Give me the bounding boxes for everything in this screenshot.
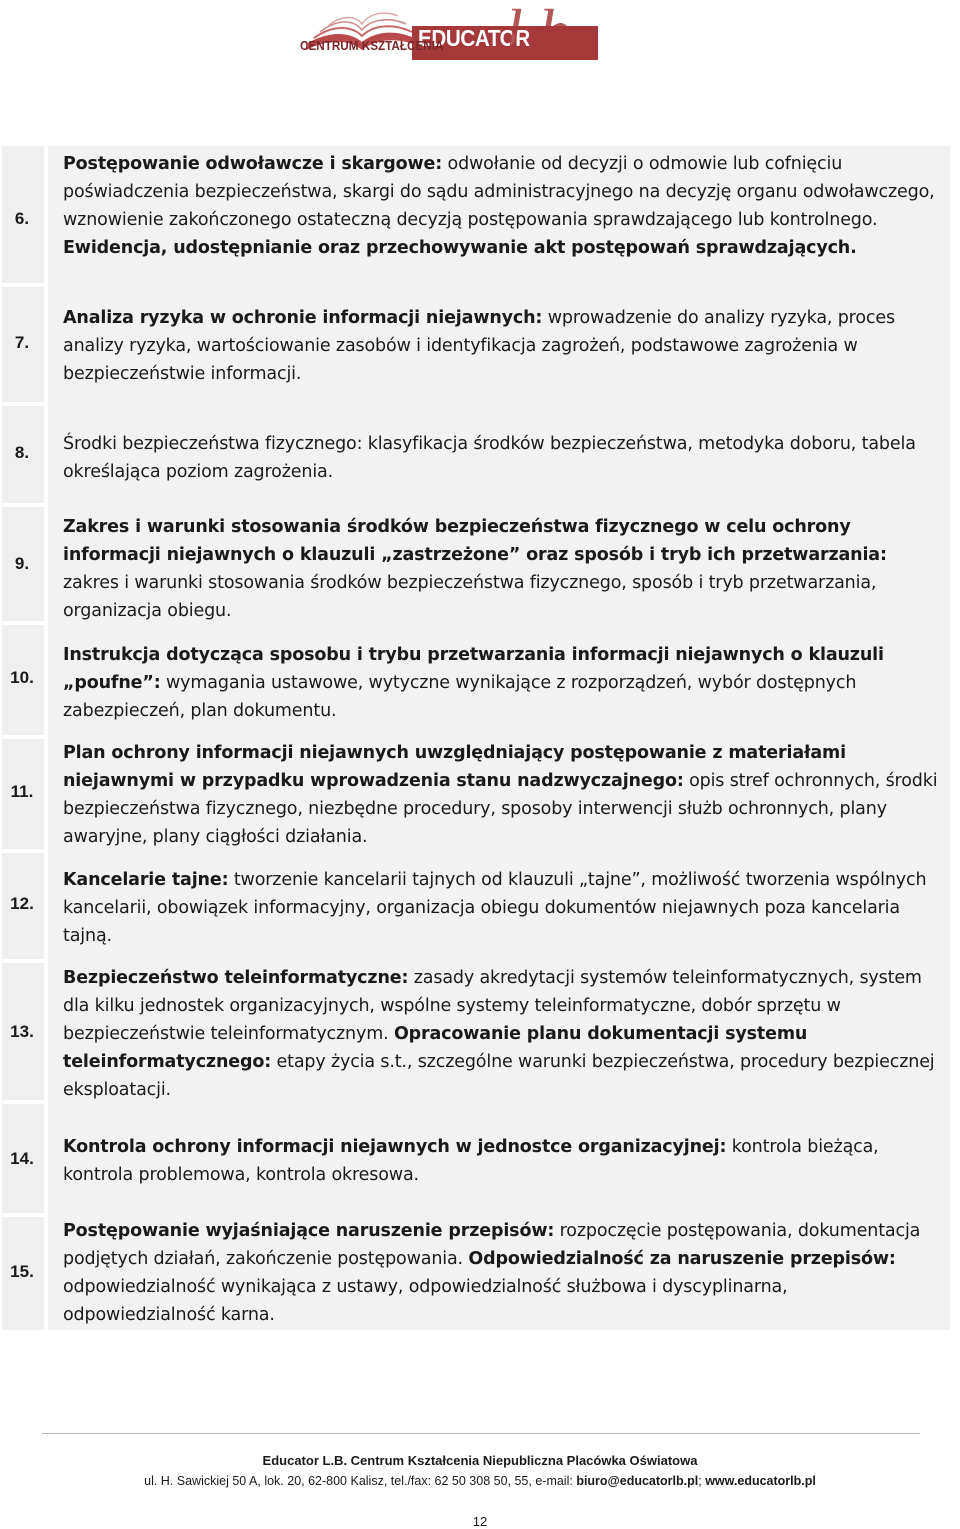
item-text: [63, 430, 941, 486]
logo-script-lb: l.b.: [505, 0, 587, 67]
educator-logo: [300, 0, 600, 80]
logo-subtitle: CENTRUM KSZTAŁCENIA: [300, 38, 444, 53]
item-number: 11.: [10, 782, 34, 801]
row-separator: [2, 503, 44, 507]
footer-email-link[interactable]: biuro@educatorlb.pl: [576, 1474, 699, 1488]
item-heading-text: Opracowanie planu dokumentacji systemu teleinformatycznego:: [63, 1024, 808, 1072]
item-body-text: rozpoczęcie postępowania, dokumentacja podjętych działań, zakończenie postępowania.: [63, 1221, 921, 1269]
item-body-text: tworzenie kancelarii tajnych od klauzuli „tajne”, możliwość tworzenia wspólnych kancelarii, obowiązek informacyjny, organizacja obiegu dokumentów niejawnych poza kancelaria tajną.: [63, 870, 927, 946]
row-separator: [2, 283, 44, 287]
item-body-text: odwołanie od decyzji o odmowie lub cofnięciu poświadczenia bezpieczeństwa, skargi do sądu administracyjnego na decyzję organu odwoławczego, wznowienie zakończonego ostateczną decyzją postępowania sprawdzającego lub kontrolnego.: [63, 154, 935, 230]
item-number: 6.: [14, 209, 30, 228]
footer-contact: [0, 1474, 960, 1488]
item-text: [63, 964, 941, 1104]
item-number: 12.: [10, 894, 34, 913]
item-text: [63, 866, 941, 950]
item-body-text: wprowadzenie do analizy ryzyka, proces analizy ryzyka, wartościowanie zasobów i identyfikacja zagrożeń, podstawowe zagrożenia w bezpieczeństwie informacji.: [63, 308, 895, 384]
item-heading-text: Bezpieczeństwo teleinformatyczne:: [63, 968, 409, 988]
footer-address: ul. H. Sawickiej 50 A, lok. 20, 62-800 Kalisz, tel./fax: 62 50 308 50, 55, e-mail:: [144, 1474, 577, 1488]
row-separator: [2, 959, 44, 963]
item-body-text: opis stref ochronnych, środki bezpieczeństwa fizycznego, niezbędne procedury, sposoby interwencji służb ochronnych, plany awaryjne, plany ciągłości działania.: [63, 771, 938, 847]
item-body-text: Środki bezpieczeństwa fizycznego: klasyfikacja środków bezpieczeństwa, metodyka doboru, tabela określająca poziom zagrożenia.: [63, 434, 916, 482]
item-number: 8.: [14, 443, 30, 462]
item-text: [63, 1217, 941, 1329]
item-heading-text: Analiza ryzyka w ochronie informacji niejawnych:: [63, 308, 543, 328]
item-number: 7.: [14, 333, 30, 352]
footer-divider: [42, 1433, 920, 1434]
row-separator: [2, 849, 44, 853]
item-heading-text: Zakres i warunki stosowania środków bezpieczeństwa fizycznego w celu ochrony informacji niejawnych o klauzuli „zastrzeżone” oraz sposób i tryb ich przetwarzania:: [63, 517, 887, 565]
logo-title: EDUCATOR: [418, 25, 530, 51]
row-separator: [2, 402, 44, 406]
item-body-text: kontrola bieżąca, kontrola problemowa, kontrola okresowa.: [63, 1137, 879, 1185]
row-separator: [2, 1100, 44, 1104]
item-body-text: zasady akredytacji systemów teleinformatycznych, system dla kilku jednostek organizacyjnych, wspólne systemy teleinformatyczne, dobór sprzętu w bezpieczeństwie teleinformatycznym.: [63, 968, 922, 1044]
footer-separator: ;: [698, 1474, 706, 1488]
item-number: 14.: [10, 1149, 34, 1168]
row-separator: [2, 1213, 44, 1217]
row-separator: [2, 735, 44, 739]
item-body-text: odpowiedzialność wynikająca z ustawy, odpowiedzialność służbowa i dyscyplinarna, odpowiedzialność karna.: [63, 1277, 788, 1325]
item-number: 10.: [10, 668, 34, 687]
item-text: [63, 641, 941, 725]
item-body-text: wymagania ustawowe, wytyczne wynikające z rozporządzeń, wybór dostępnych zabezpieczeń, plan dokumentu.: [63, 673, 857, 721]
item-heading-text: Plan ochrony informacji niejawnych uwzględniający postępowanie z materiałami niejawnymi w przypadku wprowadzenia stanu nadzwyczajnego:: [63, 743, 846, 791]
page-number: 12: [472, 1514, 488, 1529]
syllabus-table: [2, 146, 950, 1330]
item-body-text: etapy życia s.t., szczególne warunki bezpieczeństwa, procedury bezpiecznej eksploatacji.: [63, 1052, 935, 1100]
item-text: [63, 304, 941, 388]
item-heading-text: Kontrola ochrony informacji niejawnych w jednostce organizacyjnej:: [63, 1137, 727, 1157]
item-heading-text: Postępowanie odwoławcze i skargowe:: [63, 154, 443, 174]
item-heading-text: Postępowanie wyjaśniające naruszenie przepisów:: [63, 1221, 555, 1241]
footer-website-link[interactable]: www.educatorlb.pl: [705, 1474, 816, 1488]
item-number: 15.: [10, 1262, 34, 1281]
item-body-text: zakres i warunki stosowania środków bezpieczeństwa fizycznego, sposób i tryb przetwarzania, organizacja obiegu.: [63, 573, 877, 621]
item-heading-text: Ewidencja, udostępnianie oraz przechowywanie akt postępowań sprawdzających.: [63, 238, 857, 258]
item-heading-text: Kancelarie tajne:: [63, 870, 229, 890]
item-number: 9.: [14, 554, 30, 573]
item-heading-text: Instrukcja dotycząca sposobu i trybu przetwarzania informacji niejawnych o klauzuli „poufne”:: [63, 645, 884, 693]
item-text: [63, 739, 941, 851]
item-heading-text: Odpowiedzialność za naruszenie przepisów:: [468, 1249, 896, 1269]
item-number: 13.: [10, 1022, 34, 1041]
item-text: [63, 1133, 941, 1189]
item-text: [63, 150, 941, 262]
row-separator: [2, 621, 44, 625]
item-text: [63, 513, 941, 625]
footer-organization: Educator L.B. Centrum Kształcenia Niepubliczna Placówka Oświatowa: [262, 1453, 698, 1468]
